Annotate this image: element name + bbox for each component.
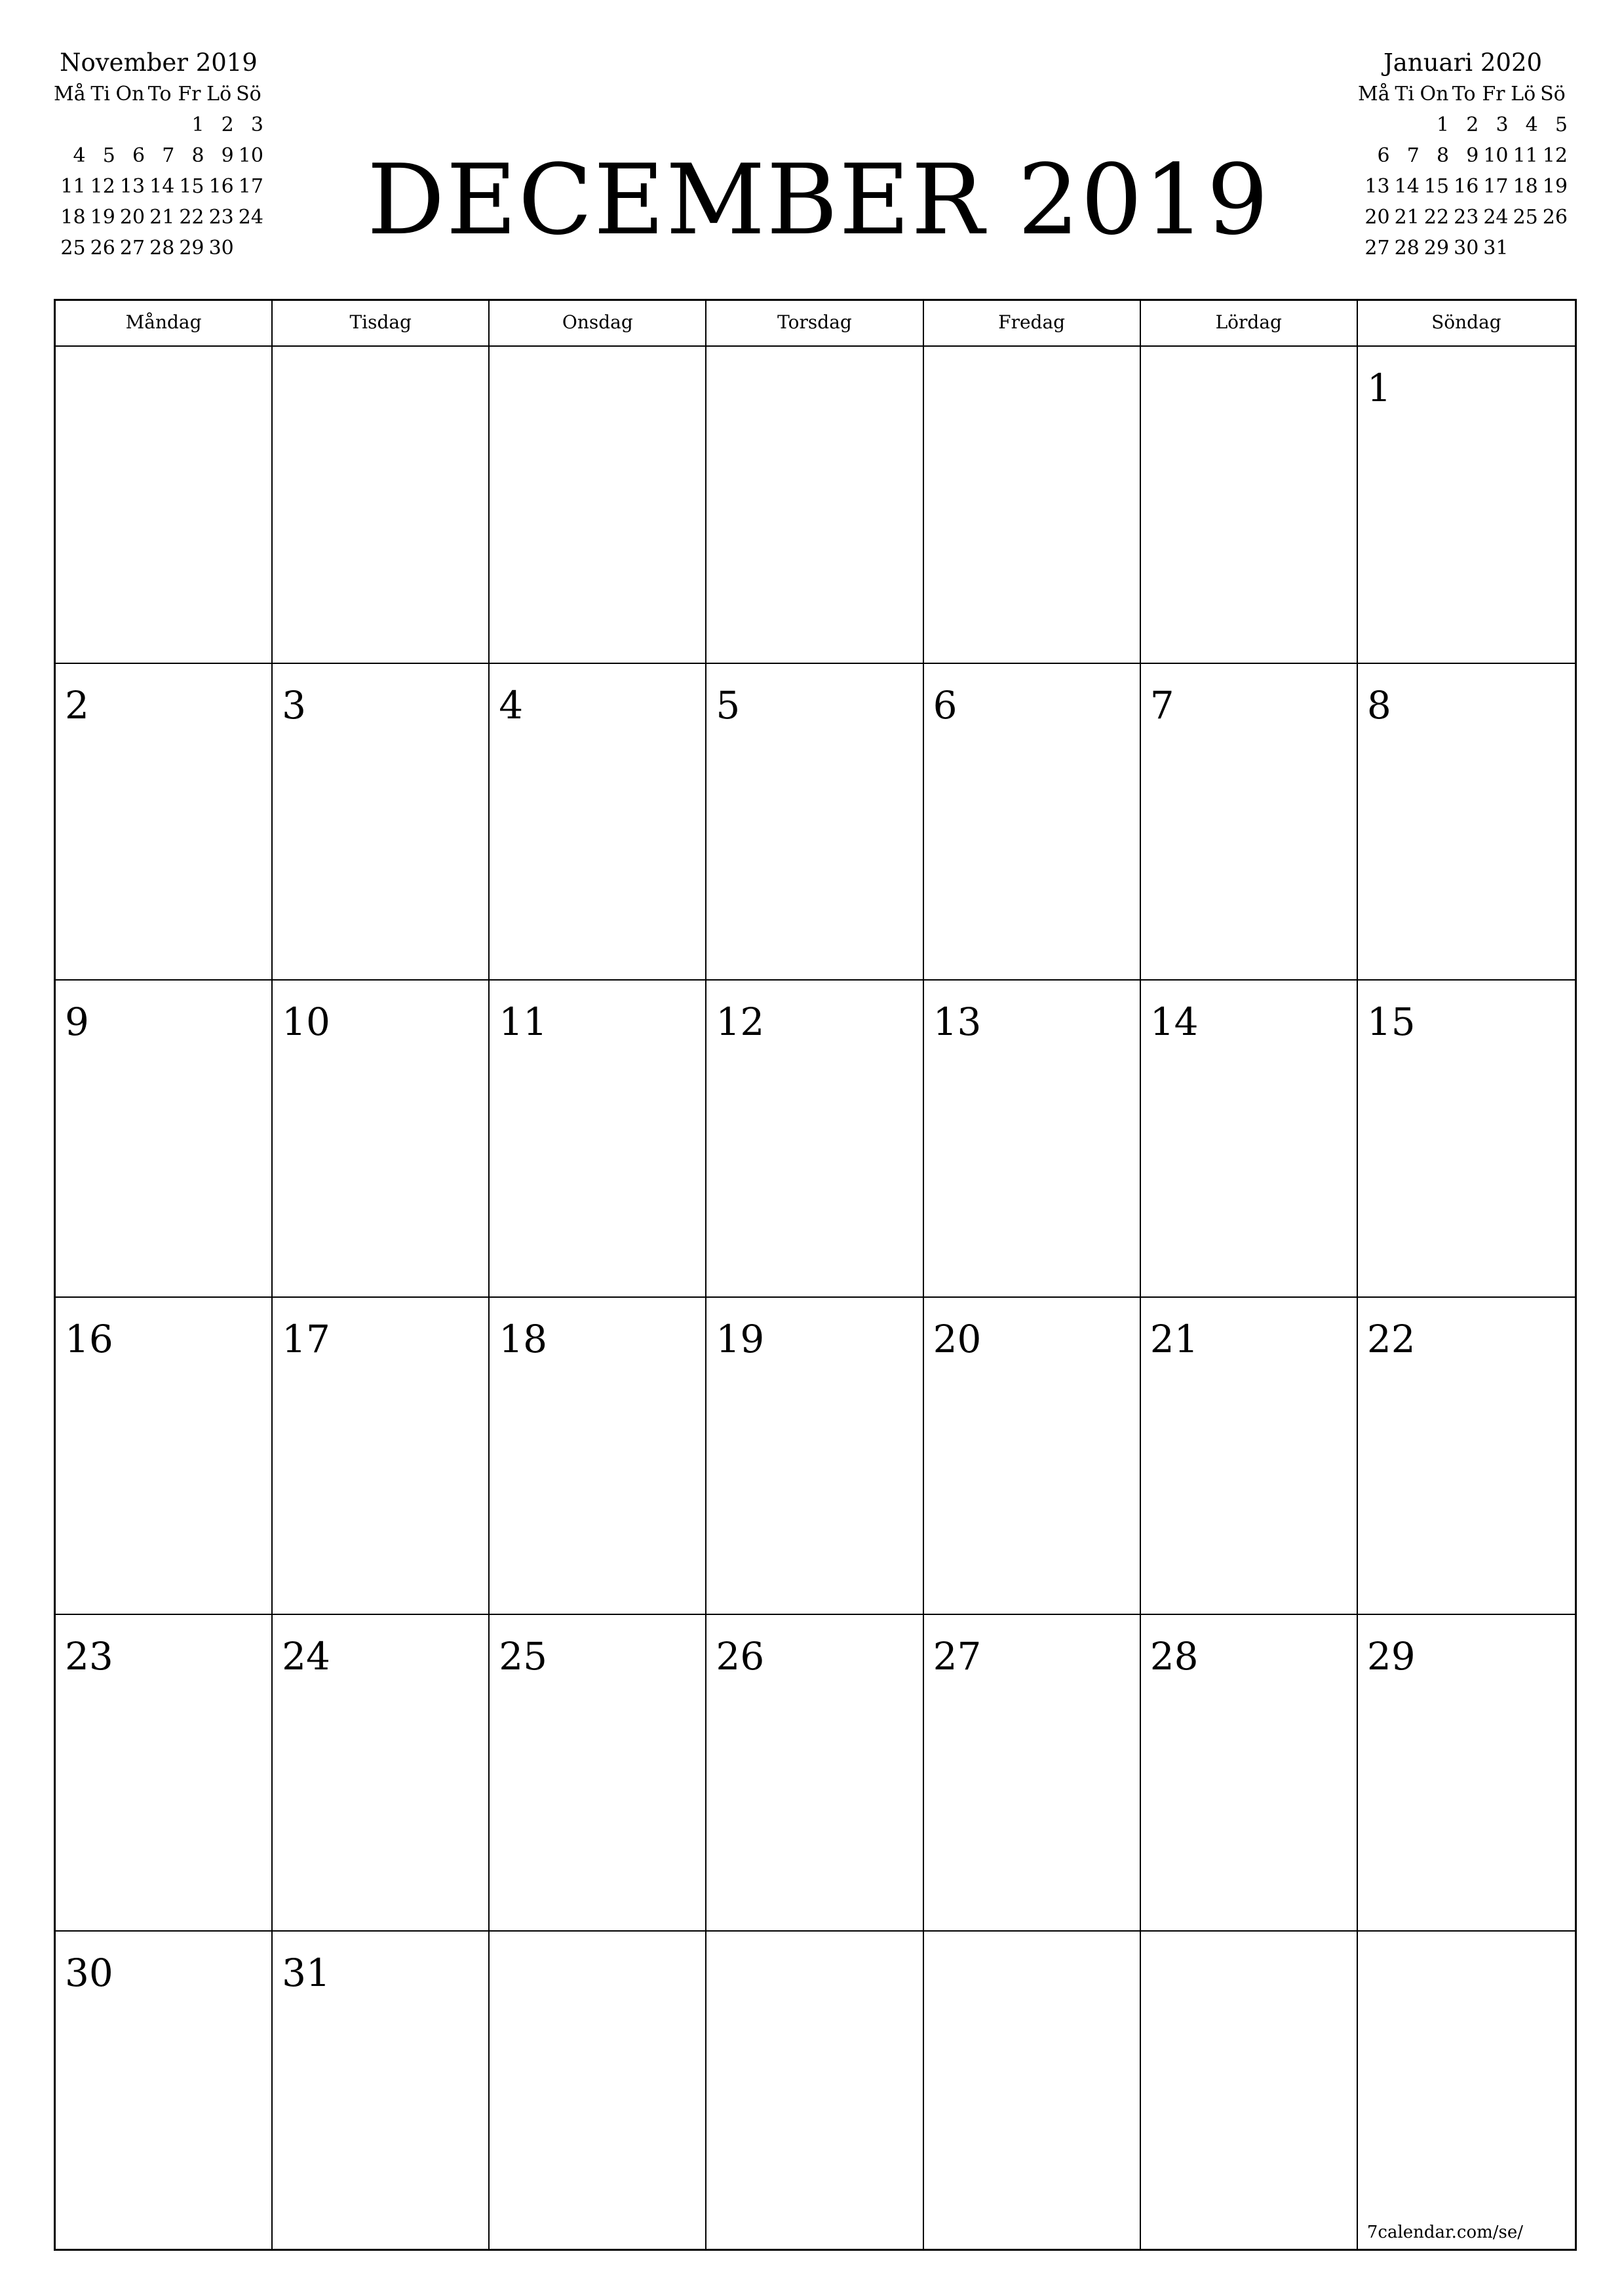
day-cell[interactable] [924,664,1141,981]
mini-day-cell: 4 [1525,113,1538,136]
day-number: 18 [499,1316,548,1361]
day-number: 27 [933,1633,982,1679]
day-cell[interactable] [490,1615,706,1932]
mini-day-cell: 15 [179,175,204,198]
mini-weekday-header: Må [54,83,86,106]
mini-day-cell: 25 [60,237,86,260]
mini-day-cell: 2 [221,113,234,136]
day-cell[interactable] [273,1932,490,2249]
mini-day-cell: 29 [1423,237,1450,260]
weekday-header: Tisdag [273,301,490,347]
day-number: 14 [1150,1000,1199,1045]
mini-day-cell: 18 [60,206,86,229]
mini-day-cell: 23 [208,206,234,229]
day-number: 16 [65,1316,113,1361]
day-cell[interactable] [706,347,923,664]
weekday-header: Måndag [56,301,273,347]
day-cell[interactable] [1358,1298,1575,1615]
mini-day-cell: 16 [1454,175,1479,198]
day-number: 7 [1150,682,1174,728]
mini-day-cell: 27 [1364,237,1390,260]
mini-weekday-header: Må [1358,83,1390,106]
day-number: 19 [716,1316,765,1361]
mini-day-cell: 8 [191,144,204,167]
mini-day-cell: 24 [1483,206,1509,229]
day-number: 20 [933,1316,982,1361]
mini-day-cell [54,263,86,294]
mini-day-cell: 6 [1377,144,1390,167]
day-cell[interactable] [273,664,490,981]
day-number: 29 [1366,1633,1416,1679]
mini-calendar-next-grid [1358,79,1568,294]
day-cell[interactable] [1358,347,1575,664]
day-number: 6 [933,682,957,728]
mini-day-cell: 7 [1406,144,1420,167]
day-cell[interactable] [706,981,923,1298]
mini-day-cell: 27 [119,237,145,260]
day-cell[interactable] [56,1298,273,1615]
weekday-header: Fredag [924,301,1141,347]
mini-day-cell: 15 [1423,175,1450,198]
mini-weekday-header: Sö [236,83,261,106]
mini-day-cell: 1 [191,113,204,136]
day-cell[interactable] [273,981,490,1298]
day-number: 13 [933,1000,982,1045]
mini-day-cell: 12 [90,175,115,198]
day-cell[interactable] [924,347,1141,664]
day-cell[interactable] [1141,981,1358,1298]
day-number: 11 [499,1000,548,1045]
day-cell[interactable] [924,1615,1141,1932]
day-cell[interactable] [1141,1932,1358,2249]
day-number: 5 [716,682,741,728]
day-number: 30 [65,1951,113,1996]
weekday-header: Torsdag [706,301,923,347]
mini-day-cell: 31 [1483,237,1509,260]
mini-day-cell: 20 [119,206,145,229]
mini-day-cell: 20 [1364,206,1390,229]
mini-day-cell: 3 [250,113,263,136]
mini-day-cell: 8 [1436,144,1450,167]
mini-day-cell: 14 [149,175,175,198]
mini-day-cell [1358,109,1390,140]
mini-day-cell: 23 [1454,206,1479,229]
mini-day-cell [86,109,115,140]
day-number: 1 [1366,366,1391,410]
mini-day-cell: 10 [1483,144,1509,167]
mini-day-cell: 21 [149,206,175,229]
day-number: 21 [1150,1316,1199,1361]
mini-day-cell [145,109,174,140]
watermark-url: 7calendar.com/se/ [1366,2222,1523,2242]
mini-weekday-header: To [1452,83,1476,106]
mini-day-cell: 9 [221,144,234,167]
day-cell[interactable] [706,1615,923,1932]
day-number: 8 [1366,682,1391,728]
day-cell[interactable] [1358,1615,1575,1932]
mini-weekday-header: Ti [1395,83,1415,106]
day-number: 26 [716,1633,765,1679]
mini-day-cell [1509,233,1538,263]
mini-day-cell: 4 [73,144,86,167]
mini-day-cell [234,233,263,263]
mini-weekday-header: Ti [90,83,111,106]
mini-day-cell: 26 [90,237,115,260]
day-cell[interactable] [706,1932,923,2249]
day-cell[interactable] [273,1298,490,1615]
mini-day-cell: 12 [1542,144,1568,167]
day-number: 10 [282,1000,330,1045]
mini-day-cell: 11 [1513,144,1538,167]
mini-day-cell: 28 [149,237,175,260]
mini-day-cell: 19 [90,206,115,229]
mini-day-cell: 22 [179,206,204,229]
day-cell[interactable] [1141,1615,1358,1932]
day-cell[interactable] [490,664,706,981]
mini-day-cell [1538,233,1568,263]
mini-calendar-next-title: Januari 2020 [1383,49,1543,77]
day-cell[interactable] [56,1615,273,1932]
day-cell[interactable] [1358,981,1575,1298]
mini-day-cell: 10 [238,144,263,167]
mini-day-cell: 25 [1513,206,1538,229]
day-cell[interactable] [1141,664,1358,981]
mini-day-cell: 28 [1394,237,1420,260]
mini-day-cell: 30 [208,237,234,260]
mini-day-cell: 13 [1364,175,1390,198]
day-cell[interactable] [706,1298,923,1615]
mini-day-cell: 3 [1496,113,1509,136]
mini-day-cell: 22 [1423,206,1450,229]
day-number: 9 [65,1000,89,1045]
day-cell[interactable] [490,981,706,1298]
mini-weekday-header: Lö [1511,83,1536,106]
mini-day-cell: 17 [238,175,263,198]
weekday-header: Lördag [1141,301,1358,347]
mini-day-cell: 29 [179,237,204,260]
day-number: 28 [1150,1633,1199,1679]
mini-weekday-header: To [147,83,172,106]
mini-day-cell: 1 [1436,113,1450,136]
day-number: 12 [716,1000,765,1045]
day-number: 4 [499,682,524,728]
day-cell[interactable] [56,981,273,1298]
mini-day-cell: 2 [1466,113,1479,136]
mini-calendar-next [1358,47,1568,294]
day-number: 3 [282,682,307,728]
mini-day-cell: 30 [1454,237,1479,260]
mini-day-cell [1390,109,1420,140]
day-cell[interactable] [924,1298,1141,1615]
day-number: 24 [282,1633,330,1679]
day-cell[interactable] [56,1932,273,2249]
month-calendar-grid [54,299,1577,2251]
day-cell[interactable] [706,664,923,981]
day-number: 22 [1366,1316,1416,1361]
mini-day-cell: 5 [102,144,115,167]
mini-day-cell: 26 [1542,206,1568,229]
day-number: 2 [65,682,89,728]
mini-day-cell: 16 [208,175,234,198]
day-number: 25 [499,1633,548,1679]
day-cell[interactable] [924,1932,1141,2249]
mini-calendar-prev-grid [54,79,263,294]
mini-day-cell: 18 [1513,175,1538,198]
mini-day-cell: 9 [1466,144,1479,167]
day-cell[interactable] [1141,347,1358,664]
mini-day-cell [1358,263,1390,294]
page-title: DECEMBER 2019 [367,144,1270,256]
day-cell[interactable] [490,347,706,664]
mini-weekday-header: On [1420,83,1449,106]
mini-weekday-header: Lö [206,83,232,106]
mini-calendar-prev [54,47,263,294]
mini-day-cell: 17 [1483,175,1509,198]
day-cell[interactable] [56,664,273,981]
mini-weekday-header: Sö [1540,83,1566,106]
day-number: 17 [282,1316,330,1361]
mini-weekday-header: Fr [178,83,201,106]
day-cell[interactable] [924,981,1141,1298]
mini-calendar-prev-title: November 2019 [60,49,258,77]
day-cell[interactable] [490,1932,706,2249]
day-cell[interactable] [490,1298,706,1615]
mini-day-cell: 11 [60,175,86,198]
mini-day-cell: 13 [119,175,145,198]
mini-day-cell: 19 [1542,175,1568,198]
mini-day-cell: 24 [238,206,263,229]
day-number: 15 [1366,1000,1416,1045]
mini-day-cell: 7 [162,144,175,167]
mini-day-cell: 5 [1555,113,1568,136]
mini-weekday-header: Fr [1482,83,1505,106]
day-cell[interactable] [1141,1298,1358,1615]
mini-day-cell [115,109,145,140]
day-cell[interactable] [56,347,273,664]
mini-weekday-header: On [115,83,145,106]
weekday-header: Söndag [1358,301,1575,347]
mini-day-cell [54,109,86,140]
day-cell[interactable] [273,1615,490,1932]
mini-day-cell: 14 [1394,175,1420,198]
weekday-header: Onsdag [490,301,706,347]
day-number: 31 [282,1951,330,1996]
day-cell[interactable] [1358,664,1575,981]
day-number: 23 [65,1633,113,1679]
mini-day-cell: 6 [132,144,145,167]
day-cell[interactable] [1358,1932,1575,2249]
day-cell[interactable] [273,347,490,664]
mini-day-cell: 21 [1394,206,1420,229]
